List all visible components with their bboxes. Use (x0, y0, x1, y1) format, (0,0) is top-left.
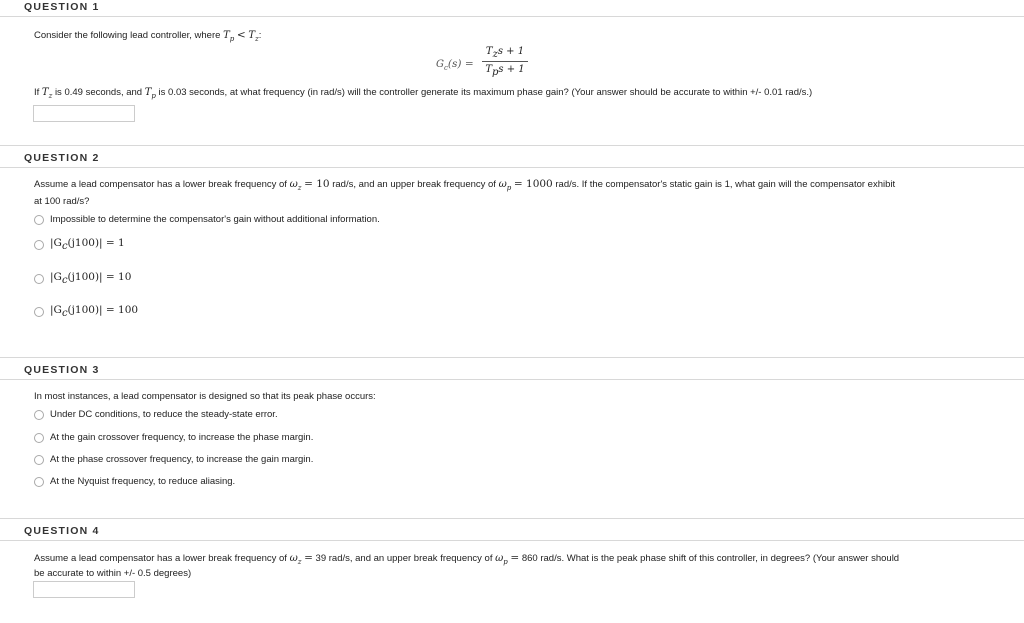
controller-denominator: $T_ps + 1$ (485, 64, 525, 78)
option-label: Impossible to determine the compensator's gain without additional information. (50, 214, 380, 225)
question-4-top-divider (0, 518, 1024, 519)
option-label: Under DC conditions, to reduce the steady-state error. (50, 409, 278, 420)
fraction-bar (482, 61, 528, 62)
tp-symbol: $T_p$ (223, 30, 235, 43)
question-2-top-divider (0, 145, 1024, 146)
radio-button[interactable] (34, 477, 44, 487)
option-label: $|G_c(j100)| = 1$ (50, 237, 125, 253)
question-4-divider (0, 540, 1024, 541)
radio-button[interactable] (34, 215, 44, 225)
radio-button[interactable] (34, 240, 44, 250)
radio-button[interactable] (34, 433, 44, 443)
question-1-divider (0, 16, 1024, 17)
controller-lhs: $G_c(s)$ = (436, 58, 474, 72)
question-2-option-1[interactable] (34, 214, 380, 225)
question-4-answer-input[interactable] (33, 581, 135, 598)
question-2-header: QUESTION 2 (24, 152, 100, 164)
question-4-prompt: Assume a lead compensator has a lower break frequency of $\omega_z = 39$ rad/s, and an upper break frequency of $\omega_p = 860$ rad/s. What is the peak phase shift of this controller, in degrees? (Your answer should (34, 552, 900, 566)
question-4-prompt-line2: be accurate to within +/- 0.5 degrees) (34, 568, 192, 579)
controller-numerator: $T_zs + 1$ (485, 46, 525, 60)
question-2-option-4[interactable] (34, 304, 138, 319)
question-1-body: If $T_z$ is 0.49 seconds, and $T_p$ is 0.03 seconds, at what frequency (in rad/s) will the controller generate its maximum phase gain? (Your answer should be accurate to within +/- 0.01 rad/s.) (34, 87, 813, 100)
question-2-prompt-line2: at 100 rad/s? (34, 196, 90, 207)
tz-symbol: $T_z$ (248, 30, 259, 43)
radio-button[interactable] (34, 274, 44, 284)
question-2-divider (0, 167, 1024, 168)
question-3-divider (0, 379, 1024, 380)
less-than: < (236, 29, 246, 41)
question-3-option-1[interactable] (34, 409, 278, 420)
question-3-header: QUESTION 3 (24, 364, 100, 376)
question-1-prompt: Consider the following lead controller, where $T_p < T_z$: (34, 29, 262, 43)
question-2-option-2[interactable] (34, 237, 125, 252)
radio-button[interactable] (34, 455, 44, 465)
option-label: At the phase crossover frequency, to increase the gain margin. (50, 454, 314, 465)
question-2-prompt: Assume a lead compensator has a lower break frequency of $\omega_z = 10$ rad/s, and an upper break frequency of $\omega_p = 1000$ rad/s. If the compensator's static gain is 1, what gain will the compensator exhibit (34, 178, 896, 192)
question-3-option-4[interactable] (34, 476, 235, 487)
question-4-header: QUESTION 4 (24, 525, 100, 537)
question-2-option-3[interactable] (34, 271, 131, 286)
option-label: $|G_c(j100)| = 10$ (50, 271, 132, 287)
radio-button[interactable] (34, 307, 44, 317)
option-label: $|G_c(j100)| = 100$ (50, 304, 139, 320)
option-label: At the Nyquist frequency, to reduce aliasing. (50, 476, 236, 487)
question-1-answer-input[interactable] (33, 105, 135, 122)
radio-button[interactable] (34, 410, 44, 420)
question-3-option-2[interactable] (34, 432, 313, 443)
question-1-header: QUESTION 1 (24, 1, 100, 13)
prompt-text: Consider the following lead controller, where (34, 30, 221, 41)
question-3-prompt: In most instances, a lead compensator is designed so that its peak phase occurs: (34, 391, 376, 402)
question-3-option-3[interactable] (34, 454, 313, 465)
question-3-top-divider (0, 357, 1024, 358)
option-label: At the gain crossover frequency, to increase the phase margin. (50, 432, 314, 443)
